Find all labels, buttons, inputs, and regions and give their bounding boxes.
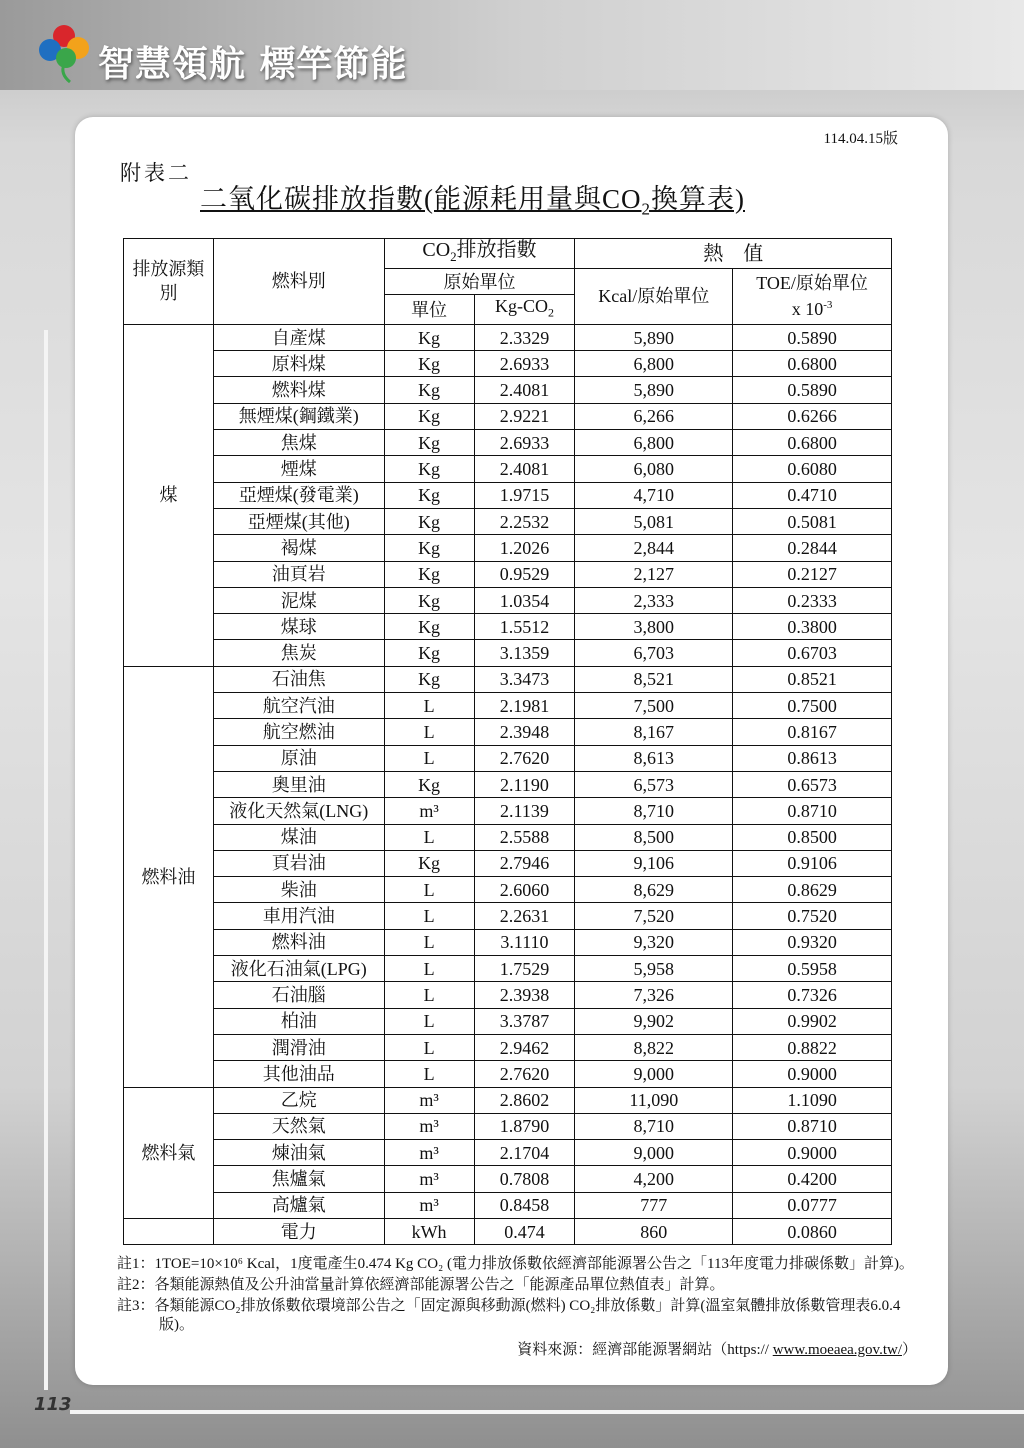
kgco2-cell: 2.7620	[474, 745, 575, 771]
fuel-cell: 車用汽油	[213, 903, 384, 929]
co2-table	[123, 238, 892, 1245]
kgco2-cell: 0.9529	[474, 561, 575, 587]
unit-cell: m³	[384, 1087, 474, 1113]
category-cell	[124, 1218, 214, 1244]
unit-cell: Kg	[384, 561, 474, 587]
table-row	[124, 929, 892, 955]
fuel-cell: 焦煤	[213, 430, 384, 456]
unit-cell: Kg	[384, 535, 474, 561]
brand-title: 智慧領航 標竿節能	[98, 44, 408, 85]
category-cell: 煤	[124, 324, 214, 666]
toe-cell: 0.0860	[733, 1218, 892, 1244]
title-sub: 2	[641, 199, 651, 219]
table-row	[124, 482, 892, 508]
kcal-cell: 6,266	[575, 403, 733, 429]
table-row	[124, 508, 892, 534]
unit-cell: L	[384, 929, 474, 955]
fuel-cell: 液化石油氣(LPG)	[213, 956, 384, 982]
kcal-cell: 860	[575, 1218, 733, 1244]
toe-cell: 0.5890	[733, 377, 892, 403]
kgco2-cell: 2.1139	[474, 798, 575, 824]
kcal-cell: 7,500	[575, 693, 733, 719]
unit-cell: Kg	[384, 482, 474, 508]
header-toe: TOE/原始單位 x $10^{-3}$	[733, 269, 892, 325]
table-row	[124, 850, 892, 876]
unit-cell: L	[384, 824, 474, 850]
toe-cell: 0.2844	[733, 535, 892, 561]
unit-cell: L	[384, 903, 474, 929]
toe-cell: 0.8500	[733, 824, 892, 850]
unit-cell: Kg	[384, 324, 474, 350]
note-2: 註2：各類能源熱值及公升油當量計算依經濟部能源署公告之「能源產品單位熱值表」計算。	[117, 1277, 725, 1293]
toe-cell: 0.8710	[733, 798, 892, 824]
toe-cell: 0.5081	[733, 508, 892, 534]
kcal-cell: 777	[575, 1192, 733, 1218]
kgco2-cell: 2.5588	[474, 824, 575, 850]
header-co2: $CO_2$排放指數	[384, 239, 575, 269]
toe-cell: 0.9902	[733, 1008, 892, 1034]
unit-cell: Kg	[384, 456, 474, 482]
kgco2-cell: 1.8790	[474, 1113, 575, 1139]
fuel-cell: 原油	[213, 745, 384, 771]
table-row	[124, 587, 892, 613]
kcal-cell: 4,200	[575, 1166, 733, 1192]
toe-cell: 0.9000	[733, 1140, 892, 1166]
fuel-cell: 燃料煤	[213, 377, 384, 403]
kcal-cell: 5,958	[575, 956, 733, 982]
kgco2-cell: 1.5512	[474, 614, 575, 640]
table-row	[124, 403, 892, 429]
unit-cell: m³	[384, 1166, 474, 1192]
table-row	[124, 824, 892, 850]
unit-cell: Kg	[384, 403, 474, 429]
toe-cell: 0.4200	[733, 1166, 892, 1192]
unit-cell: L	[384, 982, 474, 1008]
kcal-cell: 3,800	[575, 614, 733, 640]
toe-cell: 1.1090	[733, 1087, 892, 1113]
table-row	[124, 1113, 892, 1139]
fuel-cell: 航空燃油	[213, 719, 384, 745]
source-link[interactable]: www.moeaea.gov.tw/	[772, 1342, 902, 1358]
unit-cell: L	[384, 1008, 474, 1034]
kcal-cell: 7,520	[575, 903, 733, 929]
unit-cell: Kg	[384, 377, 474, 403]
toe-cell: 0.6573	[733, 771, 892, 797]
fuel-cell: 乙烷	[213, 1087, 384, 1113]
notes	[117, 1255, 917, 1360]
kgco2-cell: 2.2532	[474, 508, 575, 534]
table-row	[124, 771, 892, 797]
fuel-cell: 煤球	[213, 614, 384, 640]
kgco2-cell: 2.6933	[474, 351, 575, 377]
unit-cell: L	[384, 1034, 474, 1060]
page-number: 113	[34, 1394, 72, 1415]
fuel-cell: 柴油	[213, 877, 384, 903]
kgco2-cell: 2.7620	[474, 1061, 575, 1087]
fuel-cell: 其他油品	[213, 1061, 384, 1087]
toe-cell: 0.2127	[733, 561, 892, 587]
kcal-cell: 8,500	[575, 824, 733, 850]
kcal-cell: 5,081	[575, 508, 733, 534]
kcal-cell: 9,000	[575, 1140, 733, 1166]
kcal-cell: 8,629	[575, 877, 733, 903]
header-banner	[0, 0, 1024, 90]
kgco2-cell: 2.4081	[474, 456, 575, 482]
table-row	[124, 377, 892, 403]
kgco2-cell: 2.9462	[474, 1034, 575, 1060]
note-1: 註1：1TOE=10×10⁶ Kcal，1度電產生0.474 Kg CO₂ (電力排放係數依經濟部能源署公告之「113年度電力排碳係數」計算)。	[117, 1256, 914, 1272]
table-row	[124, 1008, 892, 1034]
kcal-cell: 8,710	[575, 1113, 733, 1139]
kgco2-cell: 3.3473	[474, 666, 575, 692]
fuel-cell: 褐煤	[213, 535, 384, 561]
toe-cell: 0.6080	[733, 456, 892, 482]
header-category: 排放源類別	[124, 239, 214, 325]
fuel-cell: 電力	[213, 1218, 384, 1244]
header-kcal: Kcal/原始單位	[575, 269, 733, 325]
unit-cell: m³	[384, 798, 474, 824]
kgco2-cell: 0.7808	[474, 1166, 575, 1192]
table-row	[124, 430, 892, 456]
fuel-cell: 柏油	[213, 1008, 384, 1034]
table-row	[124, 1061, 892, 1087]
table-row	[124, 982, 892, 1008]
fuel-cell: 航空汽油	[213, 693, 384, 719]
table-row	[124, 798, 892, 824]
table-row	[124, 614, 892, 640]
unit-cell: L	[384, 719, 474, 745]
toe-cell: 0.9000	[733, 1061, 892, 1087]
toe-cell: 0.6266	[733, 403, 892, 429]
page-title	[200, 177, 745, 219]
kcal-cell: 5,890	[575, 377, 733, 403]
kcal-cell: 2,127	[575, 561, 733, 587]
toe-cell: 0.8629	[733, 877, 892, 903]
toe-cell: 0.4710	[733, 482, 892, 508]
table-row	[124, 1218, 892, 1244]
kcal-cell: 8,167	[575, 719, 733, 745]
fuel-cell: 原料煤	[213, 351, 384, 377]
header-kgco2: $Kg-CO_2$	[474, 295, 575, 325]
kcal-cell: 11,090	[575, 1087, 733, 1113]
kcal-cell: 5,890	[575, 324, 733, 350]
table-row	[124, 745, 892, 771]
header-orig-unit: 原始單位	[384, 269, 575, 295]
decor-line	[70, 1410, 1024, 1414]
title-text: 二氧化碳排放指數(能源耗用量與CO	[200, 184, 642, 214]
toe-cell: 0.8167	[733, 719, 892, 745]
kgco2-cell: 3.1359	[474, 640, 575, 666]
kcal-cell: 8,613	[575, 745, 733, 771]
toe-cell: 0.5890	[733, 324, 892, 350]
table-row	[124, 719, 892, 745]
kgco2-cell: 1.2026	[474, 535, 575, 561]
toe-cell: 0.8822	[733, 1034, 892, 1060]
table-row	[124, 1034, 892, 1060]
unit-cell: Kg	[384, 850, 474, 876]
unit-cell: m³	[384, 1192, 474, 1218]
table-row	[124, 1140, 892, 1166]
toe-cell: 0.8613	[733, 745, 892, 771]
kgco2-cell: 2.6933	[474, 430, 575, 456]
fuel-cell: 自產煤	[213, 324, 384, 350]
unit-cell: Kg	[384, 508, 474, 534]
toe-cell: 0.8710	[733, 1113, 892, 1139]
kgco2-cell: 1.0354	[474, 587, 575, 613]
toe-cell: 0.7500	[733, 693, 892, 719]
toe-cell: 0.7520	[733, 903, 892, 929]
kgco2-cell: 3.1110	[474, 929, 575, 955]
toe-cell: 0.7326	[733, 982, 892, 1008]
table-row	[124, 324, 892, 350]
fuel-cell: 煙煤	[213, 456, 384, 482]
fuel-cell: 油頁岩	[213, 561, 384, 587]
kgco2-cell: 2.1704	[474, 1140, 575, 1166]
category-cell: 燃料油	[124, 666, 214, 1087]
kgco2-cell: 2.3948	[474, 719, 575, 745]
unit-cell: Kg	[384, 430, 474, 456]
document-card	[75, 117, 948, 1385]
kcal-cell: 8,710	[575, 798, 733, 824]
kcal-cell: 2,333	[575, 587, 733, 613]
fuel-cell: 頁岩油	[213, 850, 384, 876]
kgco2-cell: 3.3787	[474, 1008, 575, 1034]
unit-cell: L	[384, 693, 474, 719]
kgco2-cell: 2.4081	[474, 377, 575, 403]
unit-cell: L	[384, 956, 474, 982]
fuel-cell: 高爐氣	[213, 1192, 384, 1218]
toe-cell: 0.0777	[733, 1192, 892, 1218]
kcal-cell: 6,573	[575, 771, 733, 797]
fuel-cell: 焦爐氣	[213, 1166, 384, 1192]
kcal-cell: 4,710	[575, 482, 733, 508]
kcal-cell: 9,902	[575, 1008, 733, 1034]
table-row	[124, 903, 892, 929]
toe-cell: 0.6800	[733, 430, 892, 456]
fuel-cell: 無煙煤(鋼鐵業)	[213, 403, 384, 429]
kcal-cell: 8,521	[575, 666, 733, 692]
kcal-cell: 9,000	[575, 1061, 733, 1087]
table-row	[124, 1087, 892, 1113]
kgco2-cell: 2.3329	[474, 324, 575, 350]
kcal-cell: 7,326	[575, 982, 733, 1008]
title-text: 換算表)	[651, 184, 745, 214]
kcal-cell: 9,320	[575, 929, 733, 955]
kcal-cell: 6,703	[575, 640, 733, 666]
kcal-cell: 6,080	[575, 456, 733, 482]
toe-cell: 0.2333	[733, 587, 892, 613]
unit-cell: Kg	[384, 351, 474, 377]
header-fuel: 燃料別	[213, 239, 384, 325]
toe-cell: 0.9320	[733, 929, 892, 955]
fuel-cell: 石油焦	[213, 666, 384, 692]
table-row	[124, 877, 892, 903]
toe-cell: 0.5958	[733, 956, 892, 982]
fuel-cell: 奧里油	[213, 771, 384, 797]
toe-cell: 0.6703	[733, 640, 892, 666]
fuel-cell: 天然氣	[213, 1113, 384, 1139]
unit-cell: L	[384, 745, 474, 771]
clover-logo-icon	[36, 22, 91, 84]
unit-cell: Kg	[384, 771, 474, 797]
header-heat: 熱 值	[575, 239, 892, 269]
toe-cell: 0.6800	[733, 351, 892, 377]
kgco2-cell: 0.8458	[474, 1192, 575, 1218]
table-row	[124, 561, 892, 587]
fuel-cell: 亞煙煤(其他)	[213, 508, 384, 534]
fuel-cell: 石油腦	[213, 982, 384, 1008]
kgco2-cell: 2.8602	[474, 1087, 575, 1113]
unit-cell: kWh	[384, 1218, 474, 1244]
unit-cell: Kg	[384, 587, 474, 613]
kcal-cell: 6,800	[575, 430, 733, 456]
table-row	[124, 456, 892, 482]
fuel-cell: 煉油氣	[213, 1140, 384, 1166]
kcal-cell: 8,822	[575, 1034, 733, 1060]
version-label: 114.04.15版	[823, 131, 898, 147]
toe-cell: 0.9106	[733, 850, 892, 876]
fuel-cell: 煤油	[213, 824, 384, 850]
fuel-cell: 液化天然氣(LNG)	[213, 798, 384, 824]
source: 資料來源：經濟部能源署網站（https:// www.moeaea.gov.tw/）	[517, 1342, 917, 1358]
table-row	[124, 640, 892, 666]
kgco2-cell: 2.1981	[474, 693, 575, 719]
unit-cell: m³	[384, 1113, 474, 1139]
unit-cell: m³	[384, 1140, 474, 1166]
toe-cell: 0.8521	[733, 666, 892, 692]
fuel-cell: 亞煙煤(發電業)	[213, 482, 384, 508]
kgco2-cell: 1.7529	[474, 956, 575, 982]
kgco2-cell: 2.1190	[474, 771, 575, 797]
fuel-cell: 泥煤	[213, 587, 384, 613]
kgco2-cell: 2.2631	[474, 903, 575, 929]
note-3: 註3：各類能源CO₂排放係數依環境部公告之「固定源與移動源(燃料) CO₂排放係數」計算(溫室氣體排放係數管理表6.0.4版)。	[117, 1298, 901, 1333]
table-row	[124, 956, 892, 982]
unit-cell: Kg	[384, 666, 474, 692]
fuel-cell: 燃料油	[213, 929, 384, 955]
fuel-cell: 焦炭	[213, 640, 384, 666]
annex-label: 附表二	[120, 161, 192, 185]
unit-cell: Kg	[384, 614, 474, 640]
table-row	[124, 1166, 892, 1192]
table-row	[124, 1192, 892, 1218]
kgco2-cell: 0.474	[474, 1218, 575, 1244]
kgco2-cell: 1.9715	[474, 482, 575, 508]
kcal-cell: 9,106	[575, 850, 733, 876]
category-cell: 燃料氣	[124, 1087, 214, 1218]
toe-cell: 0.3800	[733, 614, 892, 640]
unit-cell: Kg	[384, 640, 474, 666]
kgco2-cell: 2.3938	[474, 982, 575, 1008]
table-row	[124, 693, 892, 719]
unit-cell: L	[384, 877, 474, 903]
kcal-cell: 2,844	[575, 535, 733, 561]
kcal-cell: 6,800	[575, 351, 733, 377]
table-row	[124, 351, 892, 377]
decor-line	[44, 330, 48, 1390]
kgco2-cell: 2.9221	[474, 403, 575, 429]
table-row	[124, 666, 892, 692]
header-unit: 單位	[384, 295, 474, 325]
kgco2-cell: 2.7946	[474, 850, 575, 876]
fuel-cell: 潤滑油	[213, 1034, 384, 1060]
table-row	[124, 535, 892, 561]
kgco2-cell: 2.6060	[474, 877, 575, 903]
unit-cell: L	[384, 1061, 474, 1087]
